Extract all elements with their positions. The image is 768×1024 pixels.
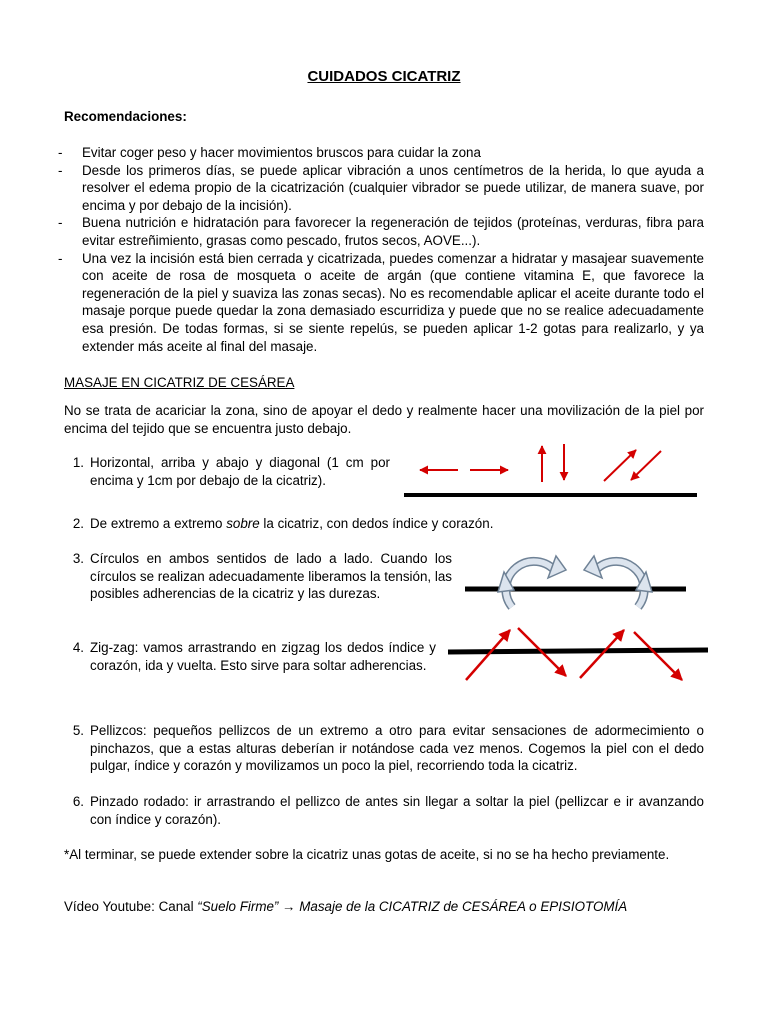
video-arrow: → bbox=[278, 899, 300, 914]
diagram-circles bbox=[465, 556, 686, 607]
bullet-dash: - bbox=[58, 162, 63, 178]
video-channel: “Suelo Firme” bbox=[197, 899, 279, 914]
section-title: MASAJE EN CICATRIZ DE CESÁREA bbox=[64, 375, 295, 390]
bullet-dash: - bbox=[58, 145, 63, 160]
recommendation-text: Buena nutrición e hidratación para favorecer la regeneración de tejidos (proteínas, verduras, fibra para evitar estreñimiento, grasas como pescado, frutos secos, AOVE...). bbox=[82, 215, 704, 248]
bullet-dash: - bbox=[58, 215, 63, 231]
scar-line bbox=[448, 650, 708, 652]
circular-arrows-icon bbox=[498, 556, 566, 607]
circular-arrows-icon bbox=[584, 556, 652, 607]
step-text-part: De extremo a extremo bbox=[90, 516, 227, 531]
step-number: 3. bbox=[72, 551, 84, 566]
step-number: 5. bbox=[72, 723, 84, 738]
step-text: Pinzado rodado: ir arrastrando el pellizco de antes sin llegar a soltar la piel (pellizcar e ir avanzando con índice y corazón). bbox=[90, 794, 704, 827]
step-text: Zig-zag: vamos arrastrando en zigzag los dedos índice y corazón, ida y vuelta. Esto sirve para soltar adherencias. bbox=[90, 640, 436, 673]
video-prefix: Vídeo Youtube: Canal bbox=[64, 899, 198, 914]
final-note: *Al terminar, se puede extender sobre la cicatriz unas gotas de aceite, si no se ha hecho previamente. bbox=[64, 847, 670, 862]
step-text: Círculos en ambos sentidos de lado a lado. Cuando los círculos se realizan adecuadamente liberamos la tensión, las posibles adherencias de la cicatriz y las durezas. bbox=[90, 551, 452, 602]
recommendations-heading: Recomendaciones: bbox=[64, 109, 187, 124]
diagonal-arrows-icon bbox=[604, 450, 661, 481]
step-text-part: la cicatriz, con dedos índice y corazón. bbox=[259, 516, 494, 531]
page-title: CUIDADOS CICATRIZ bbox=[307, 68, 461, 85]
step-text: Pellizcos: pequeños pellizcos de un extremo a otro para evitar sensaciones de adormecimiento o pinchazos, que a estas alturas deberían ir notándose cada vez menos. Cogemos la piel con el dedo pulgar, índice y corazón y movilizamos un poco la piel, recorriendo toda la cicatriz. bbox=[90, 723, 704, 774]
video-title: Masaje de la CICATRIZ de CESÁREA o EPISIOTOMÍA bbox=[299, 899, 628, 914]
recommendation-text: Desde los primeros días, se puede aplicar vibración a unos centímetros de la herida, lo que ayuda a resolver el edema propio de la cicatrización (cualquier vibrador se puede utilizar, de manera suave, por encima y por debajo de la incisión). bbox=[82, 162, 704, 213]
step-number: 1. bbox=[72, 455, 84, 470]
recommendation-text: Una vez la incisión está bien cerrada y cicatrizada, puedes comenzar a hidratar y masajear suavemente con aceite de rosa de mosqueta o aceite de argán (que contiene vitamina E, que favorece la regeneración de la piel y suaviza las zonas secas). No es recomendable aplicar el aceite durante todo el masaje porque puede quedar la zona demasiado escurridiza y puede que no se realice adecuadamente esa presión. De todas formas, si se siente repelús, se pueden aplicar 1-2 gotas para realizarlo, y ya extender más aceite al final del masaje. bbox=[82, 250, 704, 354]
diagram-directions bbox=[404, 444, 697, 495]
intro-paragraph: No se trata de acariciar la zona, sino de apoyar el dedo y realmente hacer una movilización de la piel por encima del tejido que se encuentra justo debajo. bbox=[64, 403, 704, 436]
step-number: 6. bbox=[72, 794, 84, 809]
vertical-arrows-icon bbox=[542, 444, 564, 482]
step-number: 2. bbox=[72, 516, 84, 531]
diagram-zigzag bbox=[448, 628, 708, 680]
step-text: Horizontal, arriba y abajo y diagonal (1 cm por encima y 1cm por debajo de la cicatriz). bbox=[90, 455, 390, 488]
bullet-dash: - bbox=[58, 250, 63, 266]
recommendation-text: Evitar coger peso y hacer movimientos bruscos para cuidar la zona bbox=[82, 145, 481, 160]
step-number: 4. bbox=[72, 640, 84, 655]
step-text-emphasis: sobre bbox=[226, 516, 260, 531]
